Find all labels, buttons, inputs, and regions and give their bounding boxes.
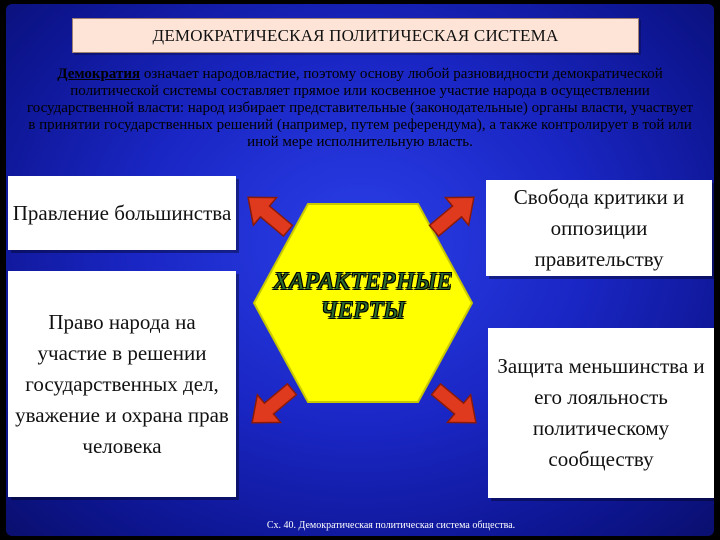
arrow-bottom-right-icon bbox=[426, 380, 486, 432]
arrow-top-left-icon bbox=[238, 188, 298, 240]
arrow-bottom-left-icon bbox=[242, 380, 302, 432]
feature-majority-rule bbox=[8, 176, 236, 250]
feature-minority-protection bbox=[488, 328, 714, 498]
arrow-top-right-icon bbox=[424, 188, 484, 240]
feature-majority-rule-text: Правление большинства bbox=[12, 200, 232, 225]
feature-people-rights-text: Право народа на участие в решении государственных дел, уважение и охрана прав человека bbox=[15, 309, 229, 458]
intro-paragraph bbox=[26, 66, 694, 151]
slide bbox=[6, 4, 714, 536]
center-label-line1: ХАРАКТЕРНЫЕ bbox=[273, 269, 453, 295]
intro-term: Демократия bbox=[57, 66, 141, 82]
center-label-line2: ЧЕРТЫ bbox=[320, 298, 406, 324]
slide-title bbox=[72, 18, 639, 53]
feature-freedom-of-criticism bbox=[486, 180, 712, 276]
feature-freedom-of-criticism-text: Свобода критики и оппозиции правительству bbox=[513, 184, 685, 271]
feature-people-rights bbox=[8, 271, 236, 497]
center-label bbox=[252, 268, 474, 326]
intro-text: означает народовластие, поэтому основу любой разновидности демократической политической системы составляет прямое или косвенное участие народа в осуществлении государственной власти: народ избирает представительные (законодательные) органы власти, участвует в принятии государственных решений (например, путем референдума), а также контролирует в той или иной мере исполнительную власть. bbox=[26, 66, 694, 150]
figure-caption: Сх. 40. Демократическая политическая система общества. bbox=[266, 520, 516, 531]
feature-minority-protection-text: Защита меньшинства и его лояльность политическому сообществу bbox=[497, 354, 705, 471]
slide-title-text: ДЕМОКРАТИЧЕСКАЯ ПОЛИТИЧЕСКАЯ СИСТЕМА bbox=[152, 25, 559, 45]
